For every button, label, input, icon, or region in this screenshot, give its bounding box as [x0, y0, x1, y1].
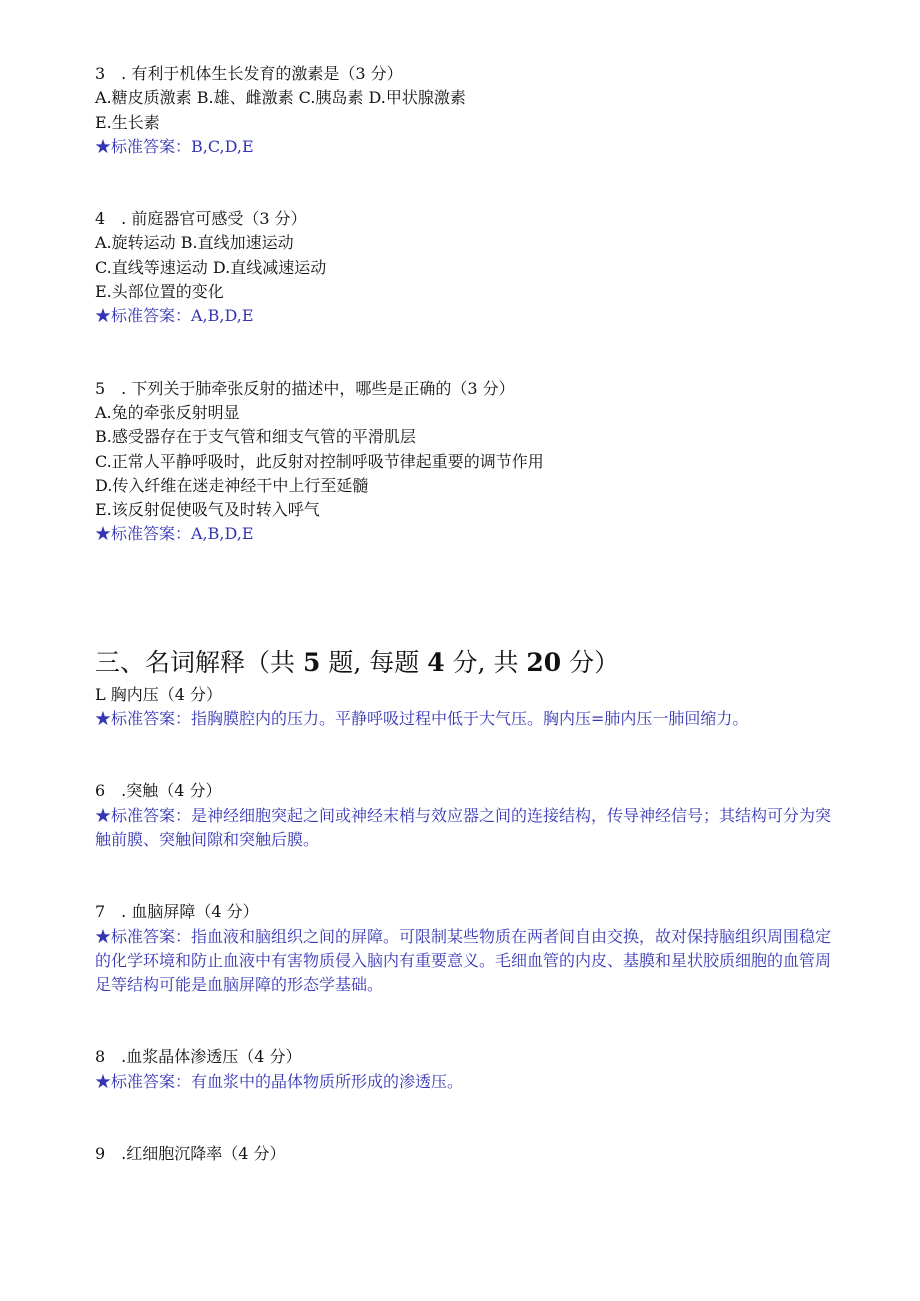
standard-answer: ★标准答案：指胸膜腔内的压力。平静呼吸过程中低于大气压。胸内压=肺内压一肺回缩力。 — [95, 709, 749, 729]
question-option: D.传入纤维在迷走神经干中上行至延髓 — [95, 475, 369, 495]
exam-page — [95, 62, 835, 1166]
question-option: C.直线等速运动 D.直线减速运动 — [95, 257, 327, 277]
standard-answer: ★标准答案：是神经细胞突起之间或神经末梢与效应器之间的连接结构，传导神经信号；其结构可分为突触前膜、突触间隙和突触后膜。 — [95, 805, 832, 849]
standard-answer: ★标准答案：A,B,D,E — [95, 306, 254, 326]
question-option: A.兔的牵张反射明显 — [95, 402, 240, 422]
question-4 — [95, 207, 835, 328]
term-7 — [95, 900, 835, 997]
question-title: 4 . 前庭器官可感受（3 分） — [95, 209, 307, 229]
question-option: E.生长素 — [95, 112, 160, 132]
term-title: 6 .突触（4 分） — [95, 781, 222, 801]
standard-answer: ★标准答案：B,C,D,E — [95, 136, 254, 156]
term-title: L 胸内压（4 分） — [95, 684, 222, 704]
question-option: E.头部位置的变化 — [95, 282, 224, 302]
term-title: 7 . 血脑屏障（4 分） — [95, 902, 259, 922]
question-option: E.该反射促使吸气及时转入呼气 — [95, 500, 320, 520]
standard-answer: ★标准答案：指血液和脑组织之间的屏障。可限制某些物质在两者间自由交换，故对保持脑组织周围稳定的化学环境和防止血液中有害物质侵入脑内有重要意义。毛细血管的内皮、基膜和星状胶质细胞的血管周足等结构可能是血脑屏障的形态学基础。 — [95, 926, 832, 995]
term-title: 9 .红细胞沉降率（4 分） — [95, 1144, 286, 1164]
standard-answer: ★标准答案：A,B,D,E — [95, 524, 254, 544]
question-option: A.糖皮质激素 B.雄、雌激素 C.胰岛素 D.甲状腺激素 — [95, 88, 466, 108]
question-5 — [95, 377, 835, 547]
term-9 — [95, 1142, 835, 1166]
term-title: 8 .血浆晶体渗透压（4 分） — [95, 1047, 302, 1067]
term-8 — [95, 1045, 835, 1094]
term-6 — [95, 779, 835, 852]
section-heading: 三、名词解释（共 5 题, 每题 4 分, 共 20 分） — [95, 647, 620, 677]
standard-answer: ★标准答案：有血浆中的晶体物质所形成的渗透压。 — [95, 1071, 464, 1091]
question-option: C.正常人平静呼吸时，此反射对控制呼吸节律起重要的调节作用 — [95, 451, 544, 471]
question-3 — [95, 62, 835, 159]
question-option: A.旋转运动 B.直线加速运动 — [95, 233, 294, 253]
question-option: B.感受器存在于支气管和细支气管的平滑肌层 — [95, 427, 416, 447]
term-1 — [95, 683, 835, 732]
question-title: 3 . 有利于机体生长发育的激素是（3 分） — [95, 64, 403, 83]
question-title: 5 . 下列关于肺牵张反射的描述中，哪些是正确的（3 分） — [95, 378, 515, 398]
